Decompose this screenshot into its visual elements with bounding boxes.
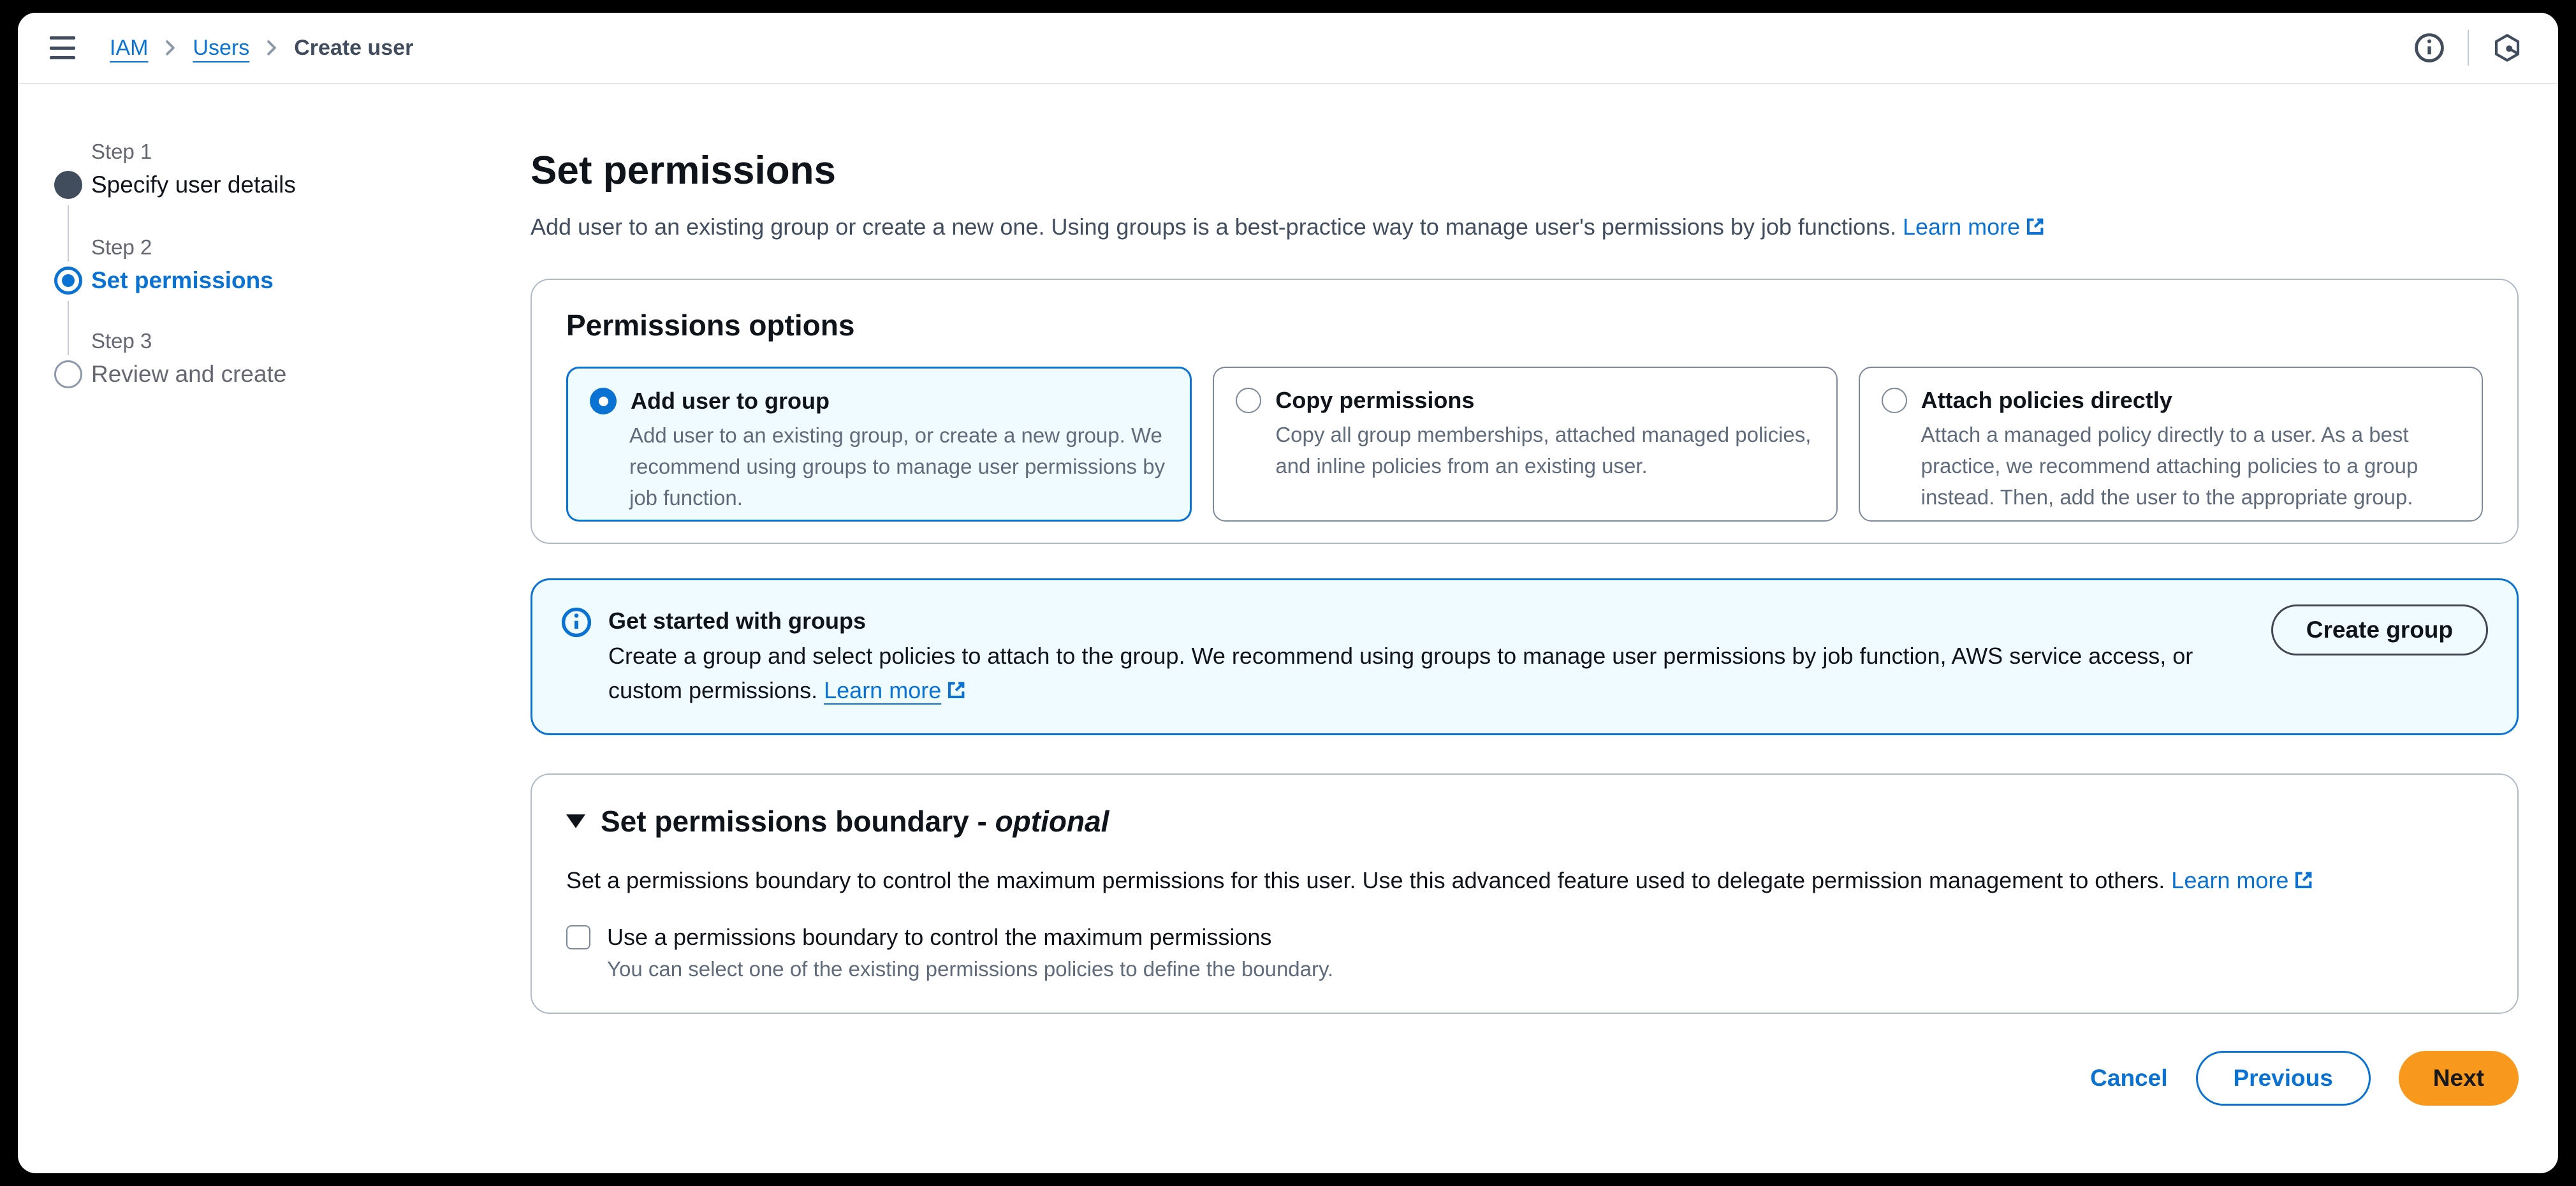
step-item-review-and-create[interactable] [54,328,475,388]
boundary-description [566,864,2483,897]
step-number-label: Step 1 [91,140,152,163]
caret-down-icon [566,814,585,828]
option-description: Copy all group memberships, attached managed policies, and inline policies from an existing user. [1275,423,1811,478]
checkbox-unchecked-icon[interactable] [566,925,590,949]
learn-more-link[interactable]: Learn more [824,677,967,703]
boundary-checkbox-label: Use a permissions boundary to control the maximum permissions [607,924,1272,950]
cloudshell-hexagon-icon[interactable] [2491,31,2524,64]
breadcrumb [110,36,413,61]
page-description-text: Add user to an existing group or create a new one. Using groups is a best-practice way to manage user's permissions by job functions. [531,214,1896,240]
step-title[interactable]: Review and create [91,361,287,387]
console-window [18,13,2558,1173]
hamburger-menu-icon[interactable] [50,36,79,59]
previous-button[interactable]: Previous [2196,1051,2371,1106]
cancel-button[interactable]: Cancel [2090,1065,2168,1091]
breadcrumb-link-users[interactable]: Users [193,35,250,60]
external-link-icon [2294,870,2314,890]
step-item-set-permissions[interactable] [54,235,475,295]
banner-description [608,639,2252,708]
boundary-heading-optional: optional [995,805,1109,838]
chevron-right-icon [162,40,179,56]
option-description: Add user to an existing group, or create a new group. We recommend using groups to manage user permissions by job function. [629,423,1166,509]
next-button[interactable]: Next [2399,1051,2519,1106]
option-title: Add user to group [631,388,830,414]
step-bullet-visited [54,171,82,199]
info-icon[interactable] [2413,31,2446,64]
info-circle-icon [561,607,592,638]
external-link-icon [946,680,967,700]
permissions-boundary-container [531,773,2519,1014]
step-number-label: Step 2 [91,235,152,259]
option-card-attach-policies-directly[interactable] [1859,367,2483,522]
step-item-specify-user-details[interactable] [54,139,475,199]
learn-more-link[interactable]: Learn more [2171,867,2314,893]
radio-unchecked-icon[interactable] [1882,388,1907,413]
topbar-right-tools [2413,30,2524,66]
permissions-options-cards [566,367,2483,522]
groups-info-banner [531,578,2519,735]
option-title: Copy permissions [1275,387,1475,413]
external-link-icon [2025,216,2045,237]
option-card-add-user-to-group[interactable] [566,367,1192,522]
page-title: Set permissions [531,149,836,193]
step-bullet-upcoming [54,360,82,388]
radio-unchecked-icon[interactable] [1236,388,1261,413]
step-title[interactable]: Set permissions [91,267,274,293]
step-number-label: Step 3 [91,329,152,353]
boundary-description-text: Set a permissions boundary to control the maximum permissions for this user. Use this advanced feature used to delegate permission management to others. [566,867,2165,893]
breadcrumb-link-iam[interactable]: IAM [110,35,149,60]
learn-more-link[interactable]: Learn more [1903,214,2045,240]
page-description [531,210,2519,244]
top-navigation-bar [18,13,2558,84]
chevron-right-icon [263,40,280,56]
option-card-copy-permissions[interactable] [1213,367,1837,522]
main-content [531,84,2519,1173]
radio-checked-icon[interactable] [590,388,617,414]
breadcrumb-current-page: Create user [294,35,414,60]
banner-title: Get started with groups [608,608,867,634]
permissions-options-container [531,279,2519,544]
boundary-expand-header[interactable] [566,804,2483,838]
banner-description-text: Create a group and select policies to attach to the group. We recommend using groups to manage user permissions by job function, AWS service access, or custom permissions. [608,643,2193,703]
option-title: Attach policies directly [1921,387,2172,413]
topbar-divider [2468,30,2469,66]
option-description: Attach a managed policy directly to a user. As a best practice, we recommend attaching policies to a group instead. Then, add the user to the appropriate group. [1921,423,2419,509]
step-bullet-current [54,267,82,295]
create-group-button[interactable]: Create group [2271,604,2488,655]
boundary-checkbox-row[interactable] [566,924,2483,951]
boundary-heading [601,804,1109,838]
banner-text [608,604,2252,708]
wizard-actions [2090,1051,2519,1106]
step-title[interactable]: Specify user details [91,172,296,198]
boundary-checkbox-sublabel: You can select one of the existing permissions policies to define the boundary. [607,957,1334,981]
permissions-options-heading: Permissions options [566,309,855,342]
boundary-heading-text: Set permissions boundary - [601,805,987,838]
